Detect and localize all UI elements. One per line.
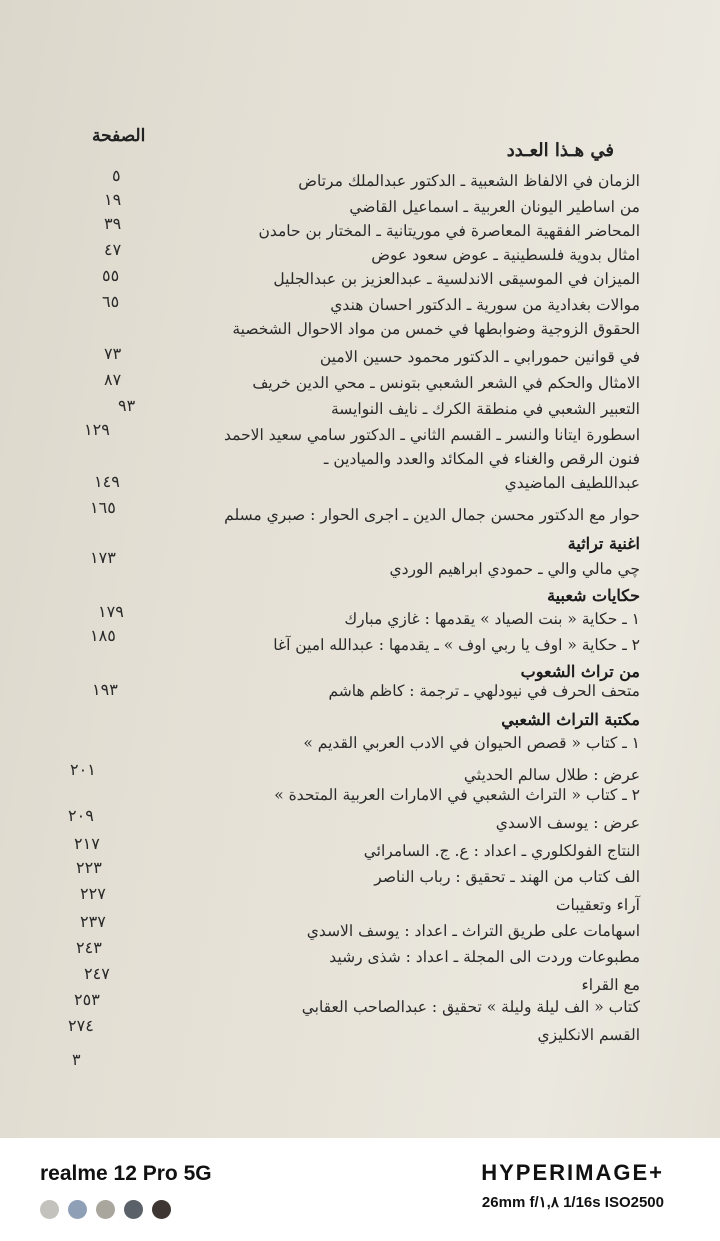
toc-page-number: ١٧٣ bbox=[90, 548, 116, 567]
toc-entry-title: الف كتاب من الهند ـ تحقيق : رباب الناصر bbox=[374, 868, 640, 886]
toc-entry-title: الامثال والحكم في الشعر الشعبي بتونس ـ محي الدين خريف bbox=[252, 374, 640, 392]
toc-entry-title: اسطورة ايتانا والنسر ـ القسم الثاني ـ الدكتور سامي سعيد الاحمد bbox=[223, 426, 640, 444]
toc-page-number: ١٩ bbox=[104, 190, 122, 209]
toc-entry-title: في قوانين حمورابي ـ الدكتور محمود حسين الامين bbox=[319, 348, 640, 366]
section-heading: اغنية تراثية bbox=[567, 534, 640, 553]
camera-watermark bbox=[0, 1138, 720, 1241]
toc-entry-title: اسهامات على طريق التراث ـ اعداد : يوسف الاسدي bbox=[306, 922, 640, 940]
toc-page-number: ١٤٩ bbox=[94, 472, 120, 491]
toc-entry-title: ٢ ـ كتاب « التراث الشعبي في الامارات العربية المتحدة » bbox=[274, 786, 640, 804]
toc-entry-title: المحاضر الفقهية المعاصرة في موريتانية ـ المختار بن حامدن bbox=[258, 222, 640, 240]
toc-entry-title: مطبوعات وردت الى المجلة ـ اعداد : شذى رشيد bbox=[329, 948, 640, 966]
section-heading: من تراث الشعوب bbox=[520, 662, 640, 681]
section-heading: حكايات شعبية bbox=[547, 586, 640, 605]
toc-entry-title: متحف الحرف في نيودلهي ـ ترجمة : كاظم هاشم bbox=[328, 682, 640, 700]
toc-page-number: ٢٠٩ bbox=[68, 806, 94, 825]
color-dots bbox=[40, 1200, 171, 1219]
toc-entry-title: ١ ـ حكاية « بنت الصياد » يقدمها : غازي مبارك bbox=[344, 610, 640, 628]
toc-page-number: ٨٧ bbox=[104, 370, 122, 389]
toc-entry-title: الميزان في الموسيقى الاندلسية ـ عبدالعزيز بن عبدالجليل bbox=[273, 270, 640, 288]
toc-page-number: ٢١٧ bbox=[74, 834, 100, 853]
toc-page-number: ٢٢٧ bbox=[80, 884, 106, 903]
toc-entry-title: موالات بغدادية من سورية ـ الدكتور احسان هندي bbox=[330, 296, 640, 314]
color-dot bbox=[152, 1200, 171, 1219]
toc-page-number: ٣ bbox=[72, 1050, 81, 1069]
toc-page-number: ٥٥ bbox=[102, 266, 120, 285]
toc-entry-title: الحقوق الزوجية وضوابطها في خمس من مواد الاحوال الشخصية bbox=[232, 320, 640, 338]
toc-page-number: ٢٤٧ bbox=[84, 964, 110, 983]
section-heading: مكتبة التراث الشعبي bbox=[501, 710, 640, 729]
toc-page-number: ٩٣ bbox=[118, 396, 136, 415]
color-dot bbox=[124, 1200, 143, 1219]
toc-page-number: ٢٣٧ bbox=[80, 912, 106, 931]
toc-page-number: ٢٢٣ bbox=[76, 858, 102, 877]
toc-entry-title: التعبير الشعبي في منطقة الكرك ـ نايف النوايسة bbox=[330, 400, 640, 418]
toc-entry-title: كتاب « الف ليلة وليلة » تحقيق : عبدالصاحب العقابي bbox=[301, 998, 640, 1016]
toc-entry-title: آراء وتعقيبات bbox=[555, 896, 640, 914]
toc-page-number: ٧٣ bbox=[104, 344, 122, 363]
toc-page-number: ٣٩ bbox=[104, 214, 122, 233]
toc-entry-title: امثال بدوية فلسطينية ـ عوض سعود عوض bbox=[371, 246, 640, 264]
toc-page-number: ٢٥٣ bbox=[74, 990, 100, 1009]
toc-page-number: ٥ bbox=[112, 166, 121, 185]
toc-entry-title: عرض : طلال سالم الحديثي bbox=[463, 766, 640, 784]
toc-entry-title: حوار مع الدكتور محسن جمال الدين ـ اجرى الحوار : صبري مسلم bbox=[224, 506, 640, 524]
toc-entry-title: من اساطير اليونان العربية ـ اسماعيل القاضي bbox=[349, 198, 640, 216]
toc-entry-title: القسم الانكليزي bbox=[537, 1026, 640, 1044]
toc-page-number: ٢٧٤ bbox=[68, 1016, 94, 1035]
toc-page-number: ١٦٥ bbox=[90, 498, 116, 517]
phone-model: realme 12 Pro 5G bbox=[40, 1162, 212, 1185]
toc-entry-title: عرض : يوسف الاسدي bbox=[495, 814, 640, 832]
exif-info: 26mm f/١,٨ 1/16s ISO2500 bbox=[481, 1194, 664, 1211]
toc-entry-title: چي مالي والي ـ حمودي ابراهيم الوردي bbox=[389, 560, 640, 578]
toc-entry-title: الزمان في الالفاظ الشعبية ـ الدكتور عبدالملك مرتاض bbox=[298, 172, 640, 190]
toc-page-number: ١٩٣ bbox=[92, 680, 118, 699]
toc-page-number: ٢٤٣ bbox=[76, 938, 102, 957]
color-dot bbox=[96, 1200, 115, 1219]
toc-entry-title: النتاج الفولكلوري ـ اعداد : ع. ج. السامرائي bbox=[363, 842, 640, 860]
camera-brand: HYPERIMAGE+ bbox=[481, 1160, 664, 1185]
section-title: في هـذا العـدد bbox=[506, 140, 614, 161]
color-dot bbox=[40, 1200, 59, 1219]
toc-entry-title: عبداللطيف الماضيدي bbox=[504, 474, 640, 492]
toc-entry-title: ١ ـ كتاب « قصص الحيوان في الادب العربي القديم » bbox=[303, 734, 640, 752]
page-column-header: الصفحة bbox=[92, 126, 146, 146]
color-dot bbox=[68, 1200, 87, 1219]
toc-page-number: ١٨٥ bbox=[90, 626, 116, 645]
toc-entry-title: مع القراء bbox=[581, 976, 640, 994]
toc-page-number: ٢٠١ bbox=[70, 760, 96, 779]
toc-page-number: ١٧٩ bbox=[98, 602, 124, 621]
toc-page-number: ٦٥ bbox=[102, 292, 120, 311]
toc-entry-title: ٢ ـ حكاية « اوف يا ربي اوف » ـ يقدمها : عبدالله امين آغا bbox=[273, 636, 640, 654]
toc-page-number: ١٢٩ bbox=[84, 420, 110, 439]
toc-entry-title: فنون الرقص والغناء في المكائد والعدد والميادين ـ bbox=[323, 450, 640, 468]
toc-page-number: ٤٧ bbox=[104, 240, 122, 259]
